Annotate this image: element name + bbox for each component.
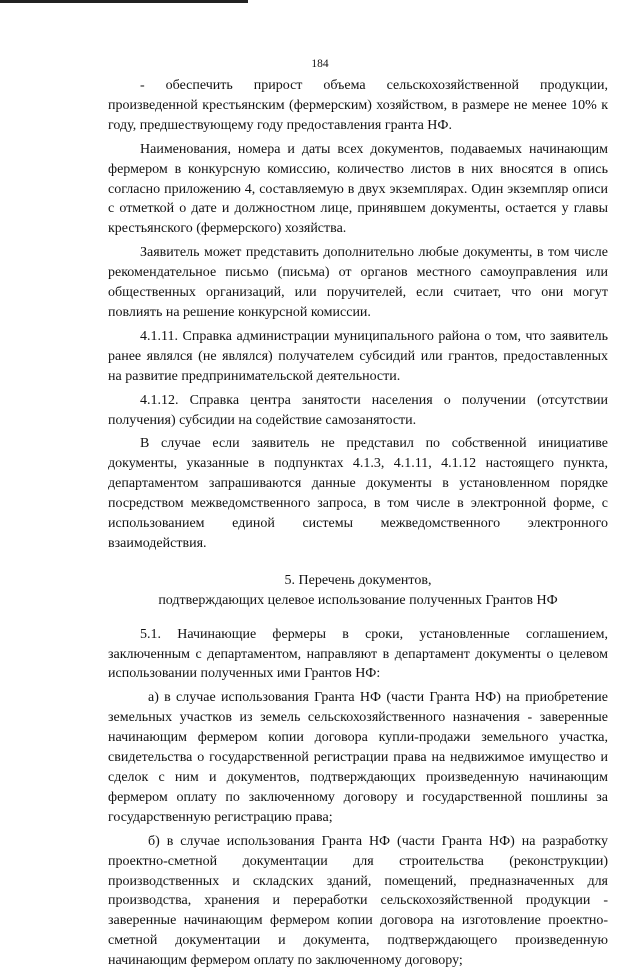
- section-heading: [108, 571, 608, 611]
- page-number: 184: [311, 58, 329, 70]
- document-body: [108, 76, 608, 971]
- section-heading-line-1: 5. Перечень документов,: [284, 572, 432, 588]
- paragraph-interagency-request: В случае если заявитель не представил по собственной инициативе документы, указанные в подпунктах 4.1.3, 4.1.11, 4.1.12 настоящего пункта, департаментом запрашиваются данные документы в установленном порядке посредством межведомственного запроса, в том числе в электронной форме, с использованием единой системы межведомственного электронного взаимодействия.: [108, 436, 608, 551]
- paragraph-item-a: а) в случае использования Гранта НФ (части Гранта НФ) на приобретение земельных участков из земель сельскохозяйственного назначения - заверенные начинающим фермером копии договора купли-продажи земельного участка, свидетельства о государственной регистрации права на недвижимое имущество и сделок с ним и документов, подтверждающих произведенную начинающим фермером оплату по заключенному договору и государственной пошлины за государственную регистрацию права;: [108, 690, 608, 825]
- top-scan-rule: [0, 0, 248, 3]
- section-heading-line-2: подтверждающих целевое использование полученных Грантов НФ: [158, 592, 558, 608]
- paragraph-growth-requirement: - обеспечить прирост объема сельскохозяйственной продукции, произведенной крестьянским (фермерским) хозяйством, в размере не менее 10% к году, предшествующему году предоставления гранта НФ.: [108, 78, 608, 133]
- paragraph-5-1: 5.1. Начинающие фермеры в сроки, установленные соглашением, заключенным с департаментом, направляют в департамент документы о целевом использовании полученных ими Грантов НФ:: [108, 626, 608, 682]
- paragraph-document-inventory: Наименования, номера и даты всех документов, подаваемых начинающим фермером в конкурсную комиссию, количество листов в них вносятся в опись согласно приложению 4, составляемую в двух экземплярах. Один экземпляр описи с отметкой о дате и должностном лице, принявшем документы, остается у главы крестьянского (фермерского) хозяйства.: [108, 141, 608, 237]
- paragraph-4-1-12: 4.1.12. Справка центра занятости населения о получении (отсутствии получения) субсидии на содействие самозанятости.: [108, 392, 608, 428]
- paragraph-4-1-11: 4.1.11. Справка администрации муниципального района о том, что заявитель ранее являлся (не являлся) получателем субсидий или грантов, предоставленных на развитие предпринимательской деятельности.: [108, 328, 608, 384]
- paragraph-additional-documents: Заявитель может представить дополнительно любые документы, в том числе рекомендательное письмо (письма) от органов местного самоуправления или общественных организаций, или поручителей, если считает, что они могут повлиять на решение конкурсной комиссии.: [108, 245, 608, 320]
- paragraph-item-b: б) в случае использования Гранта НФ (части Гранта НФ) на разработку проектно-сметной документации для строительства (реконструкции) производственных и складских зданий, помещений, предназначенных для производства, хранения и переработки сельскохозяйственной продукции - заверенные начинающим фермером копии договора на изготовление проектно-сметной документации и документа, подтверждающего произведенную начинающим фермером оплату по заключенному договору;: [108, 833, 608, 969]
